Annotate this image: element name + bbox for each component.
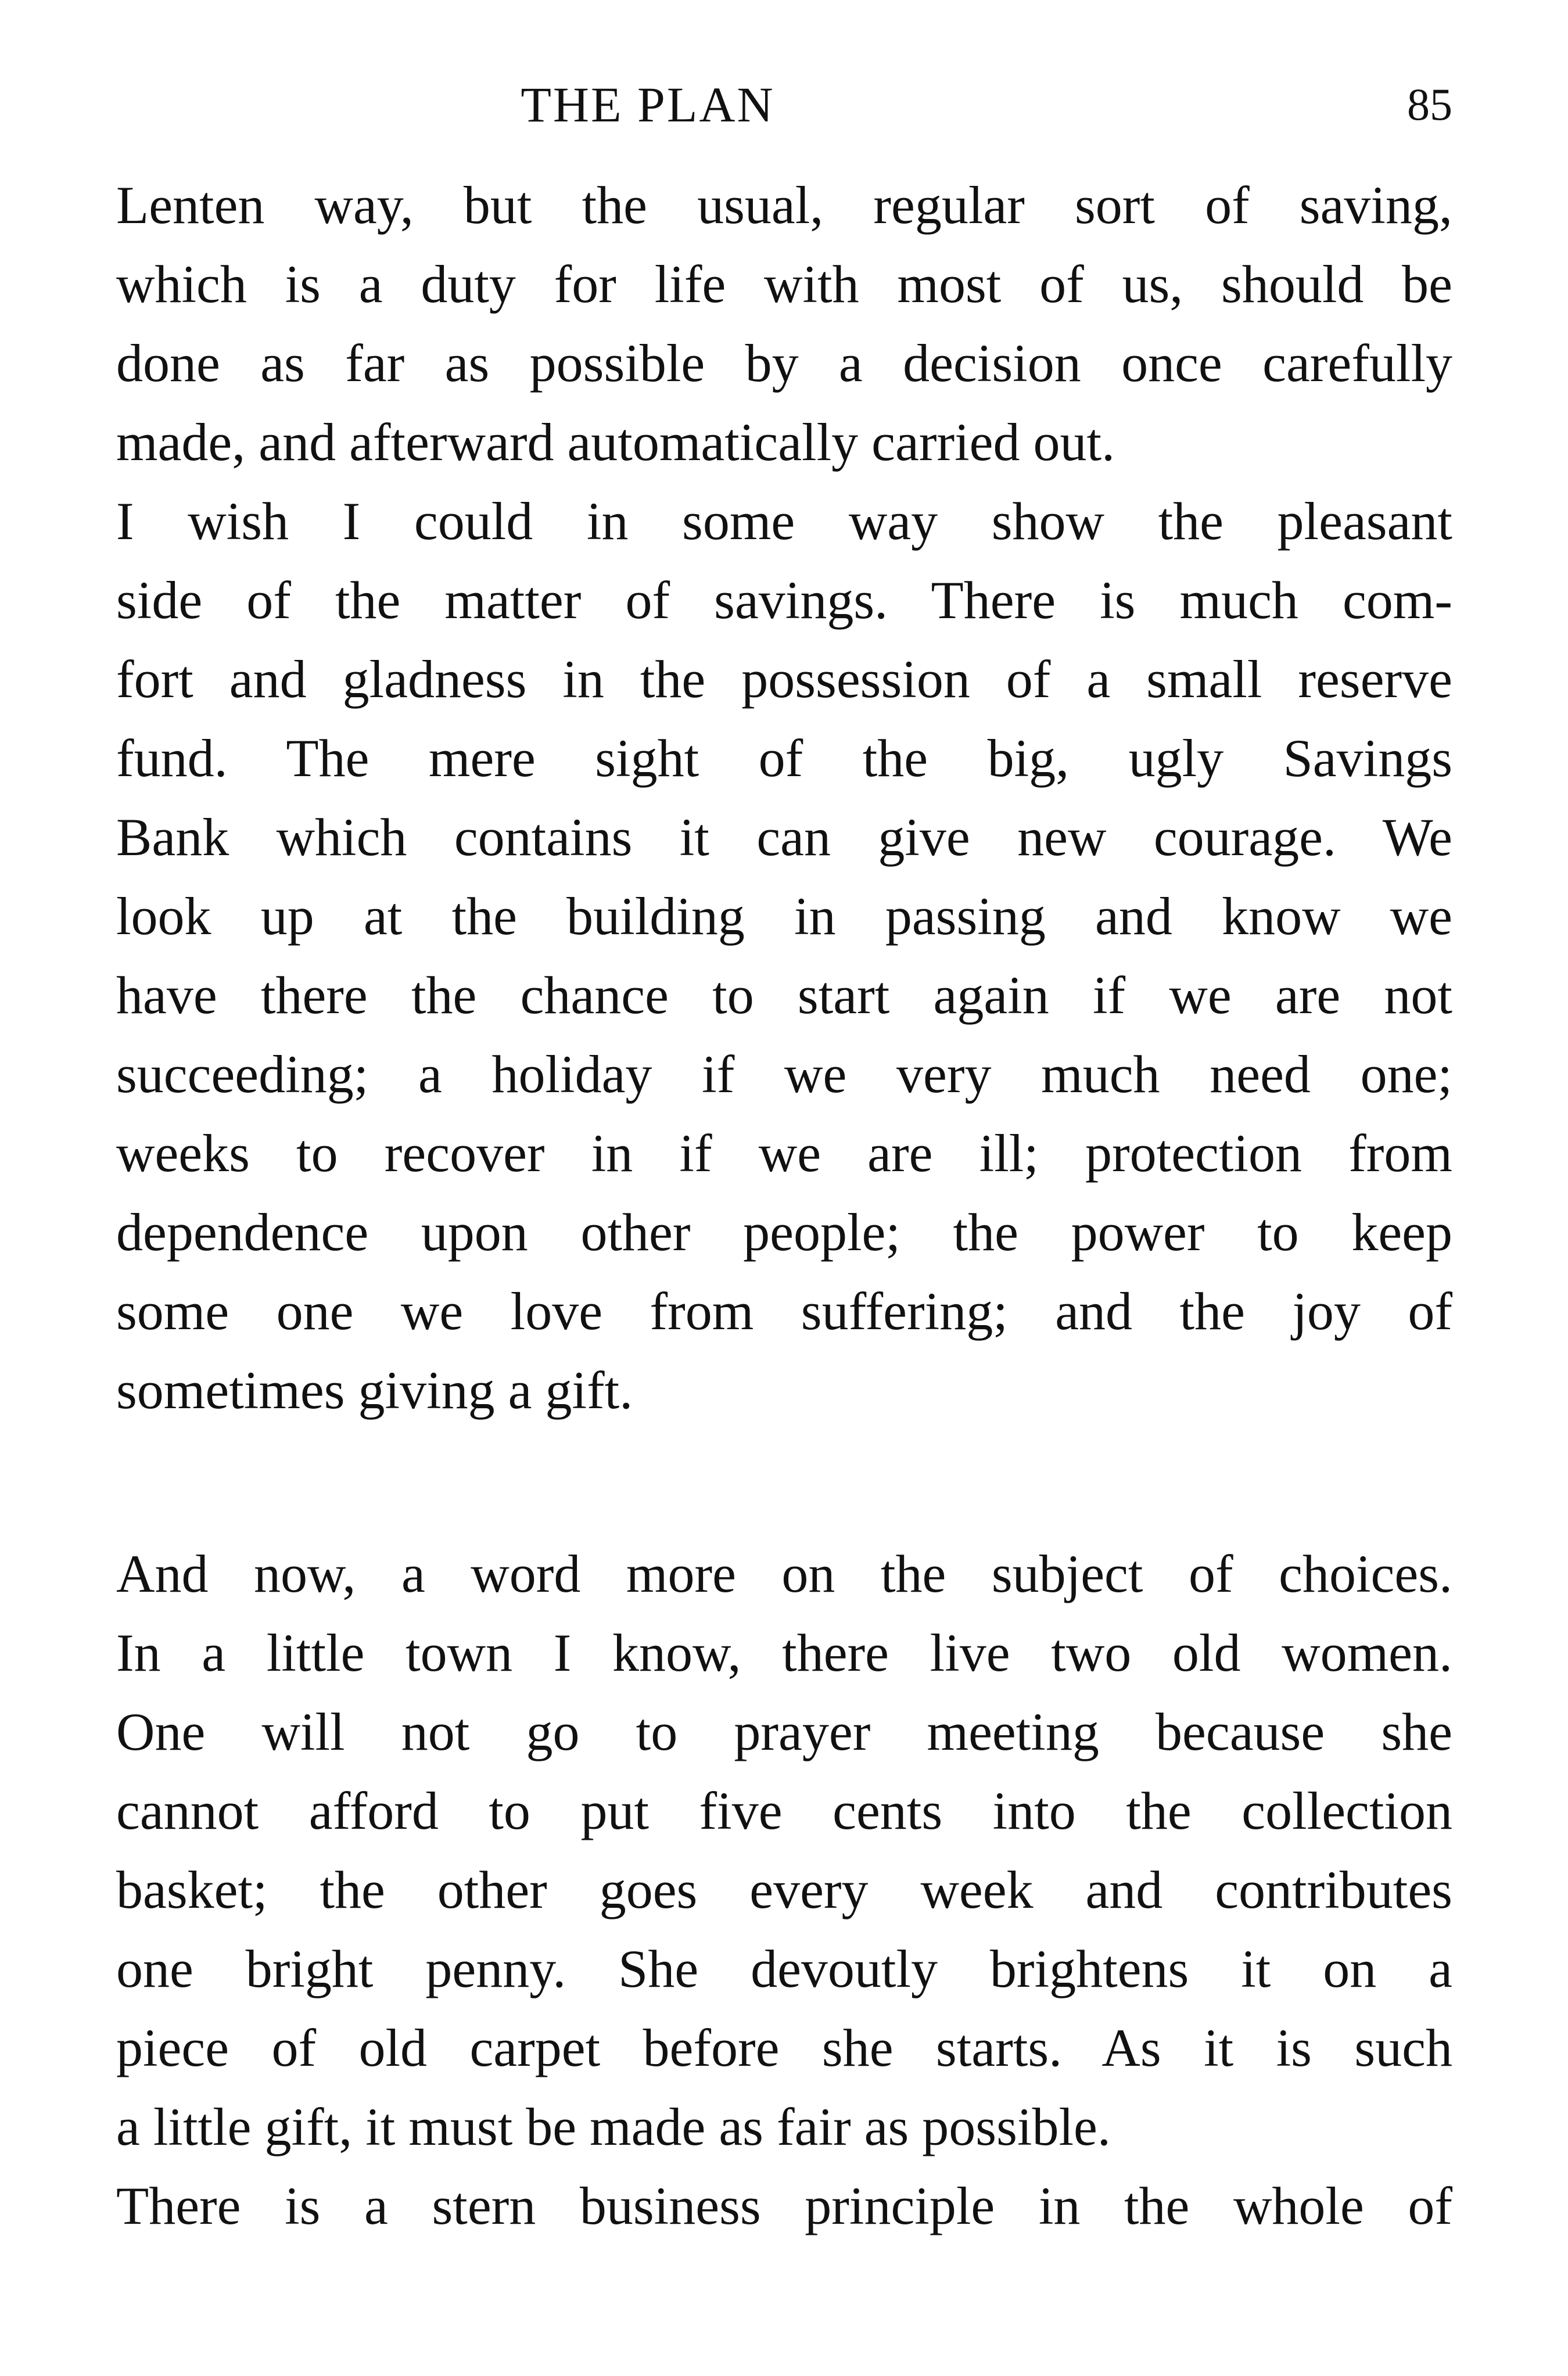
text-line: fund. The mere sight of the big, ugly Savings [116, 728, 1452, 788]
text-line: some one we love from suffering; and the joy of [116, 1282, 1452, 1341]
running-title: THE PLAN [521, 77, 775, 132]
text-line: piece of old carpet before she starts. As it is such [116, 2018, 1452, 2077]
text-line: done as far as possible by a decision once carefully [116, 333, 1452, 393]
text-line: And now, a word more on the subject of choices. [116, 1544, 1452, 1603]
paragraph [116, 1534, 1452, 2166]
text-line: One will not go to prayer meeting because she [116, 1702, 1452, 1761]
body-text [116, 166, 1452, 2245]
text-line: Lenten way, but the usual, regular sort of saving, [116, 175, 1452, 235]
text-line: fort and gladness in the possession of a small reserve [116, 649, 1452, 709]
text-line: Bank which contains it can give new courage. We [116, 807, 1452, 867]
section-break [116, 1430, 1452, 1534]
text-line: There is a stern business principle in the whole of [116, 2176, 1452, 2235]
text-line: sometimes giving a gift. [116, 1361, 633, 1420]
text-line: In a little town I know, there live two old women. [116, 1623, 1452, 1682]
text-line: weeks to recover in if we are ill; protection from [116, 1124, 1452, 1183]
paragraph [116, 166, 1452, 482]
text-line: look up at the building in passing and know we [116, 886, 1452, 946]
running-head [116, 76, 1452, 139]
text-line: one bright penny. She devoutly brightens it on a [116, 1939, 1452, 1998]
text-line: succeeding; a holiday if we very much need one; [116, 1045, 1452, 1104]
text-line: basket; the other goes every week and contributes [116, 1860, 1452, 1919]
text-line: a little gift, it must be made as fair as possible. [116, 2097, 1111, 2156]
text-line: I wish I could in some way show the pleasant [116, 491, 1452, 551]
book-page [116, 0, 1452, 2376]
page-number: 85 [1407, 79, 1452, 130]
text-line: side of the matter of savings. There is much com- [116, 570, 1452, 630]
text-line: which is a duty for life with most of us, should be [116, 254, 1452, 314]
text-line: made, and afterward automatically carried out. [116, 412, 1115, 472]
paragraph [116, 482, 1452, 1430]
text-line: dependence upon other people; the power to keep [116, 1203, 1452, 1262]
text-line: have there the chance to start again if we are not [116, 966, 1452, 1025]
paragraph [116, 2166, 1452, 2245]
text-line: cannot afford to put five cents into the collection [116, 1781, 1452, 1840]
